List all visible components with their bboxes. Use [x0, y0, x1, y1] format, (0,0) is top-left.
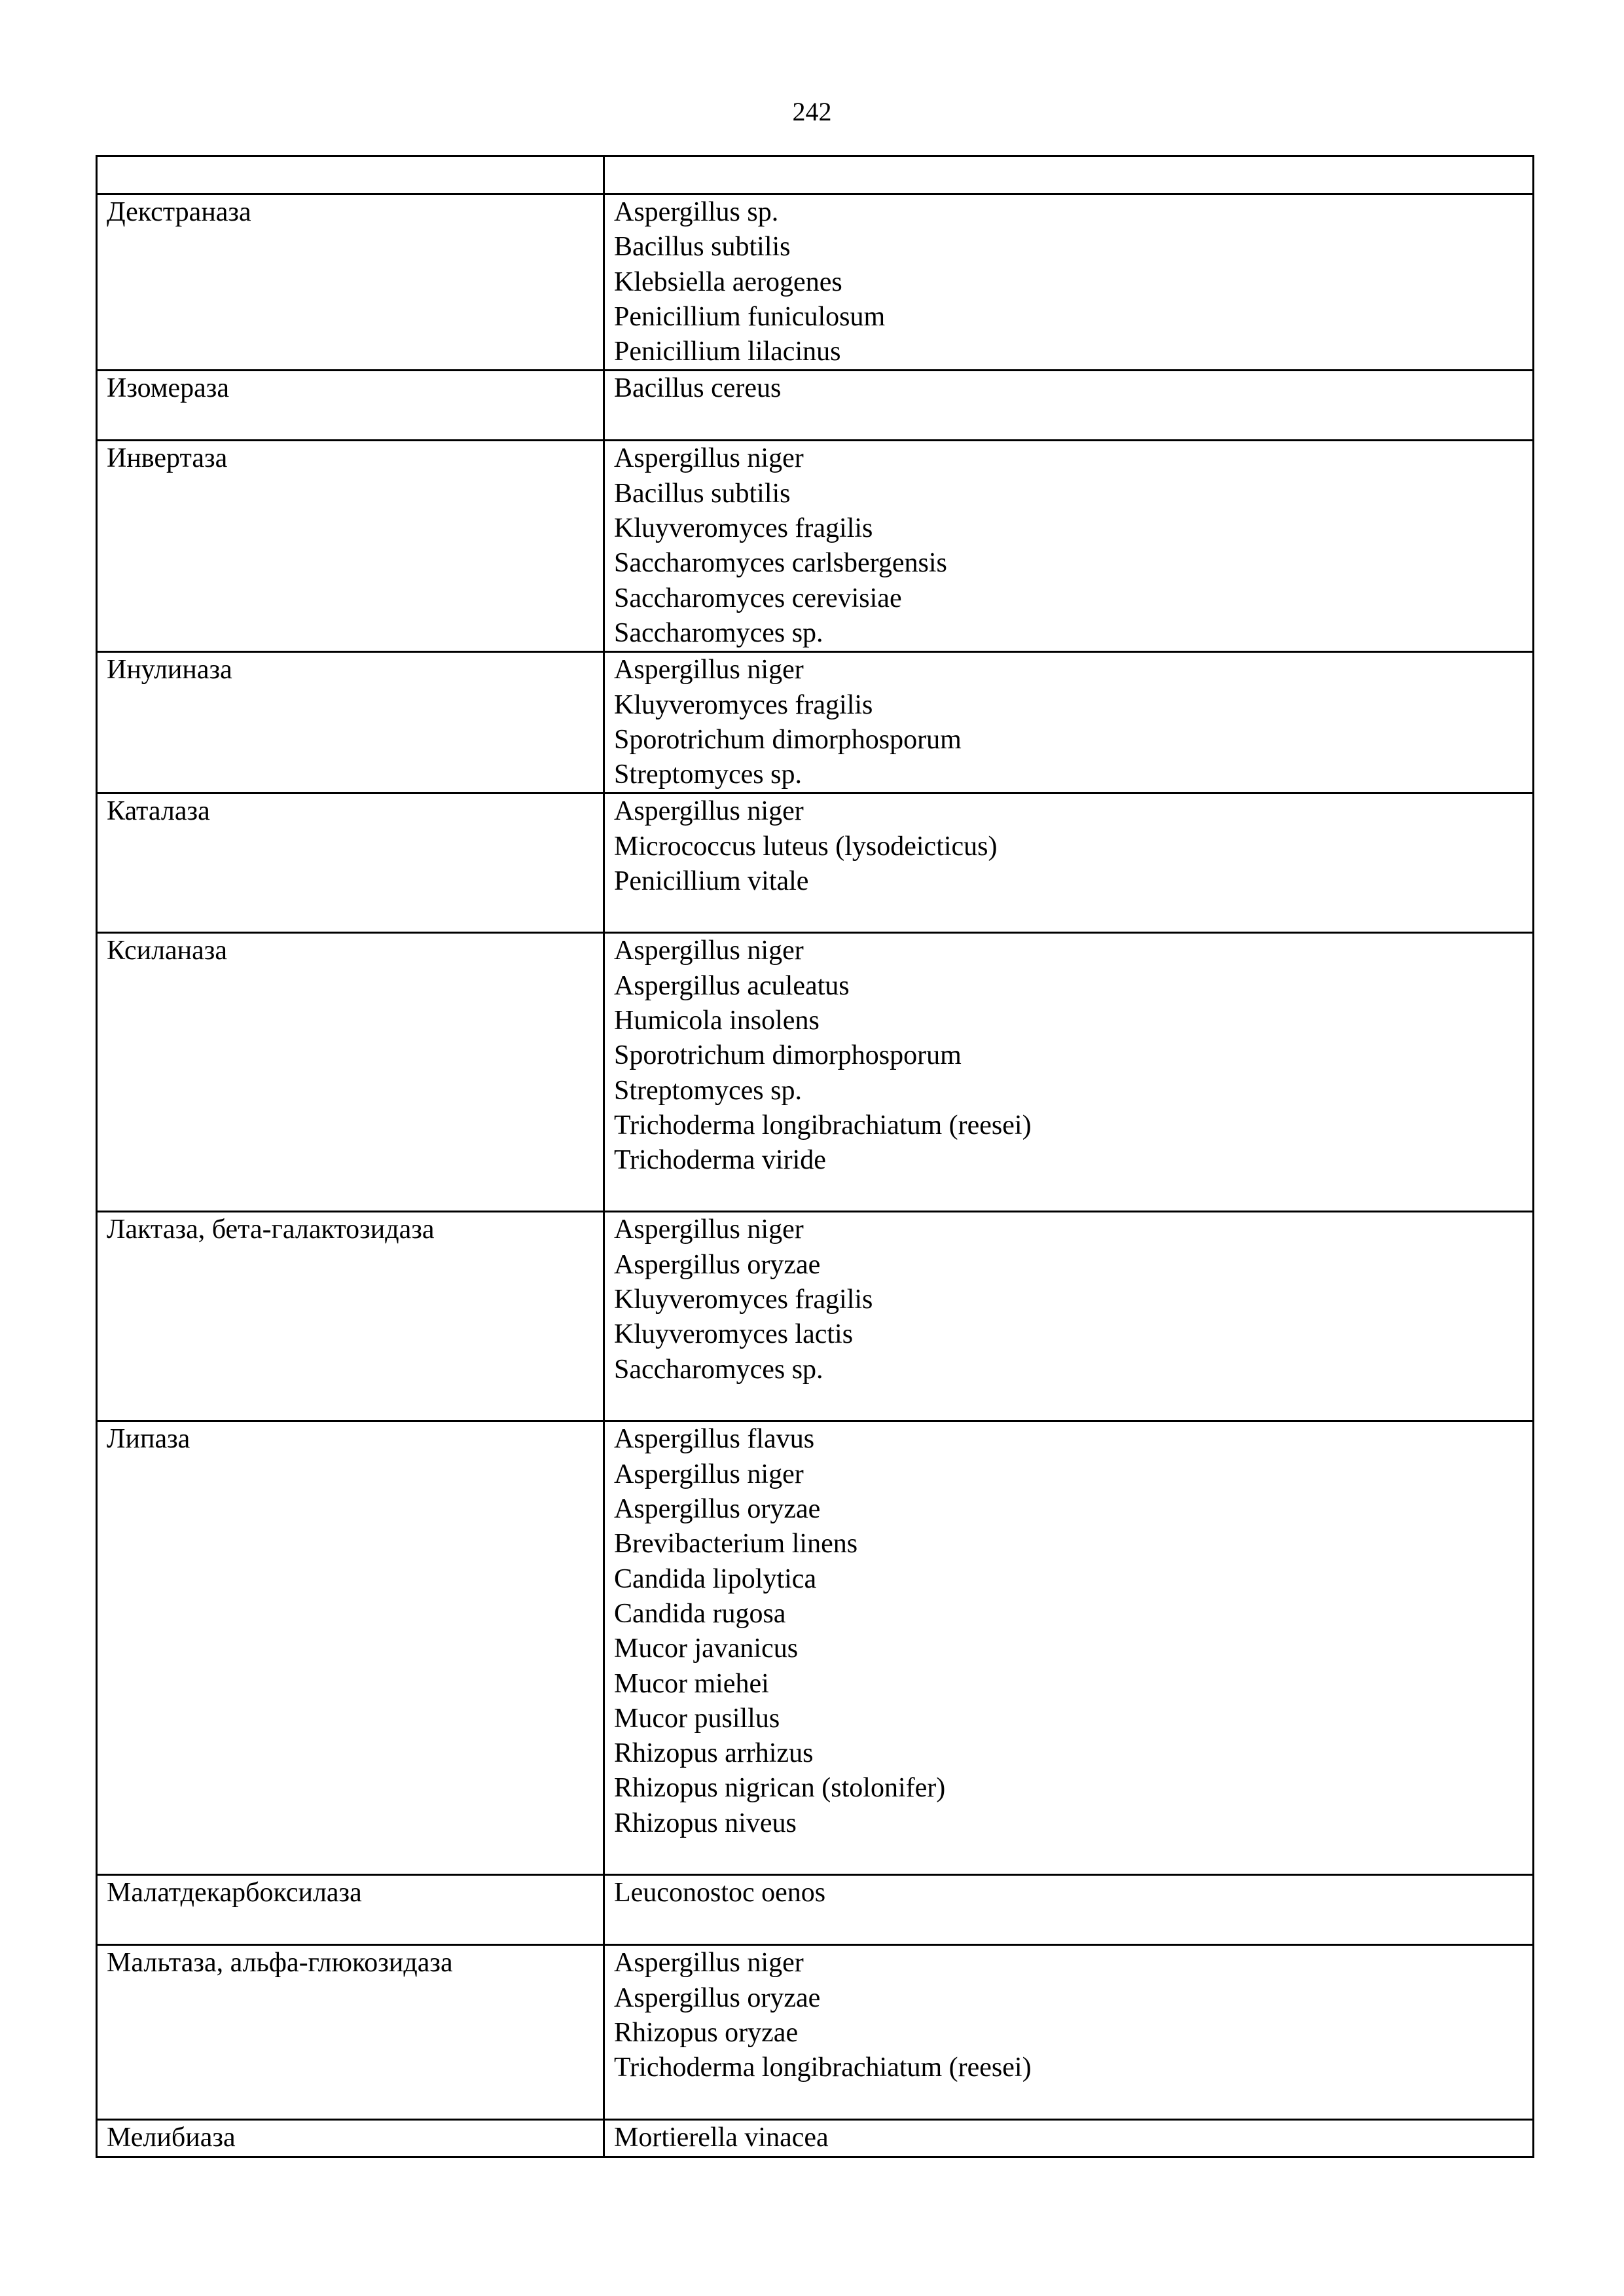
organisms-cell [604, 933, 1534, 1212]
organism-name: Streptomyces sp. [614, 1075, 802, 1106]
organism-name: Rhizopus arrhizus [614, 1738, 814, 1769]
organism-name: Saccharomyces cerevisiae [614, 583, 902, 613]
organism-list [614, 1422, 1523, 1841]
organisms-cell [604, 1421, 1534, 1875]
organism-name: Rhizopus oryzae [614, 2018, 799, 2049]
organism-name: Leuconostoc oenos [614, 1878, 826, 1908]
organism-name: Trichoderma longibrachiatum (reesei) [614, 2052, 1032, 2083]
table-row [97, 441, 1534, 652]
enzyme-name: Лактаза, бета-галактозидаза [107, 1214, 435, 1245]
organism-name: Bacillus cereus [614, 373, 782, 404]
organism-list [614, 441, 1523, 651]
organism-name: Humicola insolens [614, 1006, 820, 1036]
organisms-cell [604, 441, 1534, 652]
table-row [97, 194, 1534, 371]
enzyme-cell [97, 652, 604, 793]
organism-name: Candida lipolytica [614, 1563, 817, 1594]
organism-name: Trichoderma longibrachiatum (reesei) [614, 1110, 1032, 1140]
organism-name: Penicillium vitale [614, 866, 809, 897]
organism-name: Mortierella vinacea [614, 2123, 829, 2153]
enzyme-name: Ксиланаза [107, 936, 228, 966]
organism-name: Penicillium funiculosum [614, 301, 886, 332]
enzyme-name: Каталаза [107, 796, 210, 827]
organism-name: Aspergillus oryzae [614, 1249, 821, 1280]
enzyme-name: Инулиназа [107, 655, 232, 685]
organism-name: Kluyveromyces lactis [614, 1319, 854, 1350]
enzyme-cell [97, 1421, 604, 1875]
enzyme-name: Инвертаза [107, 443, 228, 474]
organism-name: Streptomyces sp. [614, 759, 802, 790]
organism-name: Saccharomyces carlsbergensis [614, 548, 947, 579]
organism-name: Kluyveromyces fragilis [614, 513, 873, 544]
organism-name: Sporotrichum dimorphosporum [614, 1040, 962, 1071]
organism-list [614, 794, 1523, 899]
organism-name: Rhizopus niveus [614, 1808, 797, 1838]
organism-name: Bacillus subtilis [614, 232, 791, 263]
enzyme-name: Малатдекарбоксилаза [107, 1878, 362, 1908]
organisms-cell [604, 793, 1534, 933]
organisms-cell [604, 652, 1534, 793]
organism-list [614, 653, 1523, 792]
organism-list [614, 2121, 1523, 2155]
enzyme-organism-table [96, 155, 1534, 2158]
enzyme-name: Мелибиаза [107, 2123, 236, 2153]
organism-list [614, 934, 1523, 1178]
organism-name: Sporotrichum dimorphosporum [614, 724, 962, 755]
organism-name: Aspergillus niger [614, 796, 804, 827]
enzyme-cell [97, 371, 604, 441]
table-row [97, 652, 1534, 793]
organism-name: Aspergillus flavus [614, 1424, 815, 1455]
organism-name: Saccharomyces sp. [614, 617, 823, 648]
organism-list [614, 195, 1523, 369]
organism-name: Kluyveromyces fragilis [614, 1285, 873, 1315]
enzyme-name: Мальтаза, альфа-глюкозидаза [107, 1948, 453, 1978]
organisms-cell [604, 371, 1534, 441]
organism-name: Aspergillus sp. [614, 197, 779, 227]
enzyme-cell [97, 1875, 604, 1945]
enzyme-name: Липаза [107, 1424, 190, 1455]
enzyme-cell [97, 441, 604, 652]
table-row [97, 1945, 1534, 2120]
organism-name: Aspergillus aculeatus [614, 970, 850, 1001]
enzyme-cell [97, 933, 604, 1212]
organism-name: Aspergillus niger [614, 936, 804, 966]
organism-name: Micrococcus luteus (lysodeicticus) [614, 831, 998, 862]
organism-name: Trichoderma viride [614, 1145, 826, 1176]
organism-name: Aspergillus niger [614, 443, 804, 474]
organism-name: Mucor pusillus [614, 1703, 780, 1734]
table-row [97, 2120, 1534, 2157]
organism-name: Mucor javanicus [614, 1633, 799, 1664]
table-row [97, 1421, 1534, 1875]
organisms-cell [604, 1875, 1534, 1945]
organism-name: Brevibacterium linens [614, 1529, 858, 1559]
table-header-row [97, 156, 1534, 194]
organism-name: Mucor miehei [614, 1668, 769, 1699]
enzyme-cell [97, 2120, 604, 2157]
organisms-cell [604, 194, 1534, 371]
organism-name: Penicillium lilacinus [614, 337, 841, 367]
enzyme-cell [97, 1212, 604, 1421]
organisms-cell [604, 1212, 1534, 1421]
header-cell-organisms [604, 156, 1534, 194]
organism-name: Rhizopus nigrican (stolonifer) [614, 1773, 946, 1804]
organism-name: Klebsiella aerogenes [614, 266, 842, 297]
organism-name: Aspergillus niger [614, 655, 804, 685]
organism-list [614, 1946, 1523, 2085]
organism-list [614, 1876, 1523, 1910]
enzyme-cell [97, 793, 604, 933]
organism-name: Aspergillus oryzae [614, 1494, 821, 1525]
table-row [97, 1875, 1534, 1945]
enzyme-name: Изомераза [107, 373, 229, 404]
enzyme-cell [97, 1945, 604, 2120]
header-cell-enzyme [97, 156, 604, 194]
organism-name: Bacillus subtilis [614, 478, 791, 509]
organism-name: Kluyveromyces fragilis [614, 689, 873, 720]
organism-name: Candida rugosa [614, 1598, 786, 1629]
enzyme-cell [97, 194, 604, 371]
organism-name: Saccharomyces sp. [614, 1354, 823, 1385]
enzyme-name: Декстраназа [107, 197, 251, 227]
table-body [97, 156, 1534, 2157]
table-row [97, 1212, 1534, 1421]
page-number: 242 [792, 97, 832, 126]
table-row [97, 933, 1534, 1212]
table-row [97, 793, 1534, 933]
organism-list [614, 1212, 1523, 1387]
organism-name: Aspergillus niger [614, 1948, 804, 1978]
organisms-cell [604, 1945, 1534, 2120]
organisms-cell [604, 2120, 1534, 2157]
table-row [97, 371, 1534, 441]
organism-name: Aspergillus oryzae [614, 1982, 821, 2013]
organism-name: Aspergillus niger [614, 1214, 804, 1245]
organism-list [614, 371, 1523, 406]
organism-name: Aspergillus niger [614, 1459, 804, 1489]
